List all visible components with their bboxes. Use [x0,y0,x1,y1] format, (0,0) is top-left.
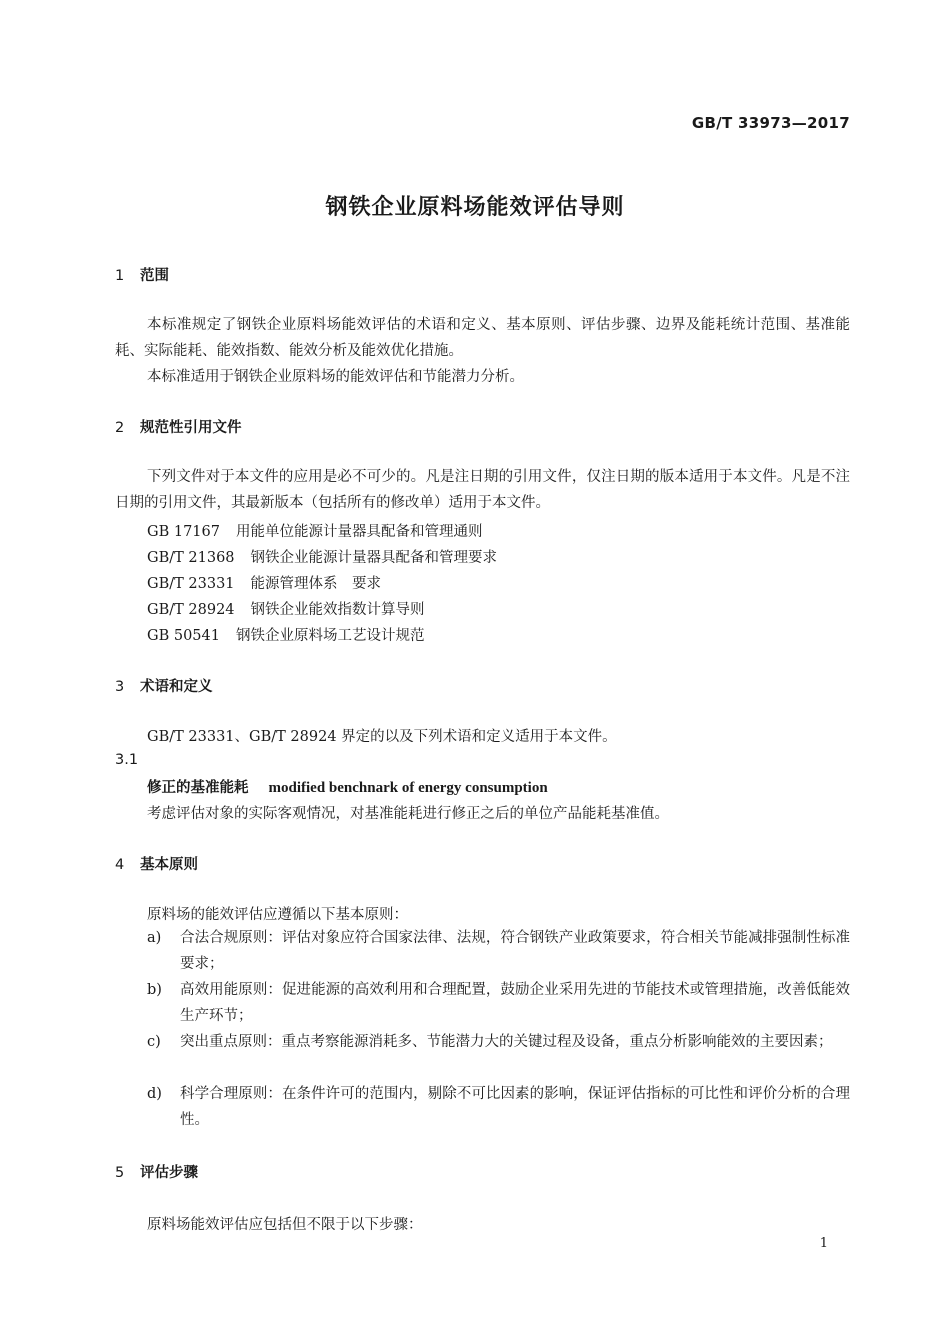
section-1-heading [115,264,169,285]
section-3-paragraph-1: GB/T 23331、GB/T 28924 界定的以及下列术语和定义适用于本文件。 [147,729,617,745]
section-2-heading [115,416,242,437]
reference-code: GB/T 21368 [147,550,235,566]
list-marker: a) [147,930,162,946]
term-english: modified benchnark of energy consumption [268,780,548,796]
section-number: 5 [115,1165,125,1181]
section-2-paragraph-1: 下列文件对于本文件的应用是必不可少的。凡是注日期的引用文件，仅注日期的版本适用于本文件。凡是不注日期的引用文件，其最新版本（包括所有的修改单）适用于本文件。 [115,469,850,511]
section-4-heading [115,853,198,874]
list-marker: c) [147,1034,161,1050]
section-number: 1 [115,268,125,284]
section-title: 规范性引用文件 [140,420,242,436]
list-item [147,977,850,1029]
section-title: 基本原则 [140,857,198,873]
list-item-text: 高效用能原则：促进能源的高效利用和合理配置，鼓励企业采用先进的节能技术或管理措施，改善低能效生产环节； [180,982,850,1024]
list-item [147,1081,850,1133]
reference-item [147,572,381,593]
section-5-heading [115,1161,198,1182]
reference-code: GB 17167 [147,524,220,540]
list-item [147,1029,850,1055]
reference-name: 钢铁企业能效指数计算导则 [250,602,425,618]
section-number: 4 [115,857,125,873]
reference-item [147,520,482,541]
section-number: 2 [115,420,125,436]
reference-item [147,546,497,567]
section-title: 范围 [140,268,169,284]
reference-code: GB/T 28924 [147,602,235,618]
reference-item [147,598,425,619]
section-3-heading [115,675,213,696]
list-marker: b) [147,982,162,998]
list-item-text: 科学合理原则：在条件许可的范围内，剔除不可比因素的影响，保证评估指标的可比性和评价分析的合理性。 [180,1086,850,1128]
standard-code: GB/T 33973—2017 [691,114,850,132]
reference-name: 钢铁企业能源计量器具配备和管理要求 [250,550,498,566]
reference-name: 用能单位能源计量器具配备和管理通则 [235,524,483,540]
reference-item [147,624,424,645]
reference-name: 钢铁企业原料场工艺设计规范 [235,628,425,644]
list-marker: d) [147,1086,162,1102]
term-entry [147,776,548,797]
term-definition: 考虑评估对象的实际客观情况，对基准能耗进行修正之后的单位产品能耗基准值。 [147,806,669,822]
list-item [147,925,850,977]
reference-code: GB/T 23331 [147,576,235,592]
section-title: 评估步骤 [140,1165,198,1181]
section-1-paragraph-1: 本标准规定了钢铁企业原料场能效评估的术语和定义、基本原则、评估步骤、边界及能耗统计范围、基准能耗、实际能耗、能效指数、能效分析及能效优化措施。 [115,317,850,359]
reference-name: 能源管理体系 要求 [250,576,382,592]
document-title: 钢铁企业原料场能效评估导则 [325,195,625,220]
section-number: 3 [115,679,125,695]
section-1-paragraph-2: 本标准适用于钢铁企业原料场的能效评估和节能潜力分析。 [147,369,524,385]
list-item-text: 合法合规原则：评估对象应符合国家法律、法规，符合钢铁产业政策要求，符合相关节能减排强制性标准要求； [180,930,850,972]
reference-code: GB 50541 [147,628,220,644]
clause-number: 3.1 [115,752,139,768]
list-item-text: 突出重点原则：重点考察能源消耗多、节能潜力大的关键过程及设备，重点分析影响能效的主要因素； [180,1034,833,1050]
section-4-intro: 原料场的能效评估应遵循以下基本原则： [147,907,408,923]
term-chinese: 修正的基准能耗 [147,779,249,796]
section-title: 术语和定义 [140,679,213,695]
section-5-intro: 原料场能效评估应包括但不限于以下步骤： [147,1217,423,1233]
page-number: 1 [819,1236,828,1251]
